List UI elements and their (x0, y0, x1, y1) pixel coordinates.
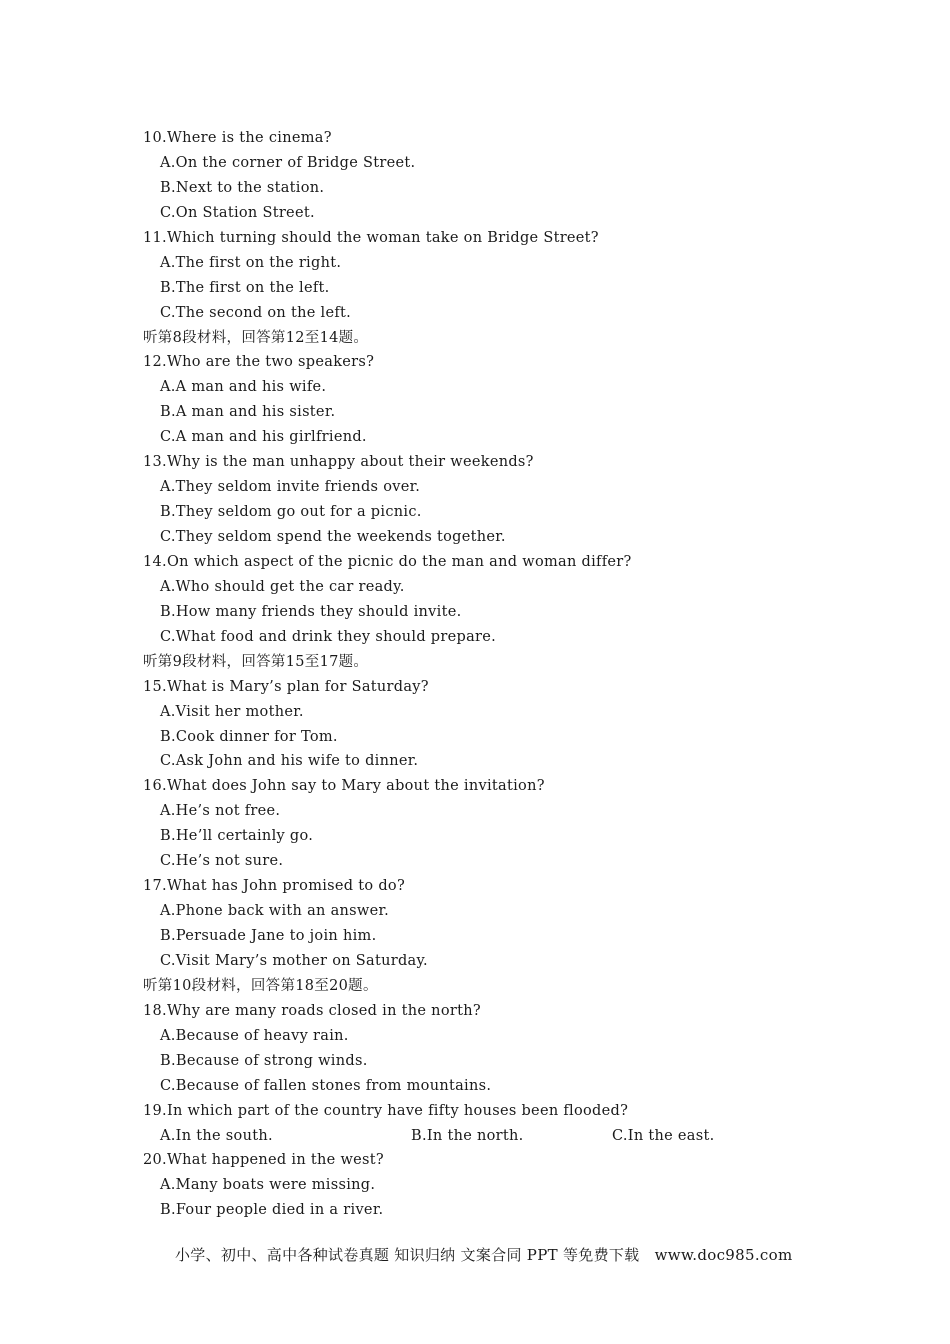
question-text: 12.Who are the two speakers? (143, 354, 375, 371)
question-text: 17.What has John promised to do? (143, 878, 406, 895)
question-list (143, 126, 843, 1124)
answer-option: A.Visit her mother. (160, 703, 304, 720)
q19-option-c: C.In the east. (612, 1127, 715, 1144)
answer-option: A.Many boats were missing. (160, 1177, 376, 1194)
q19-option-b: B.In the north. (411, 1127, 524, 1144)
answer-option: A.He’s not free. (160, 803, 281, 820)
page-footer: 小学、初中、高中各种试卷真题 知识归纳 文案合同 PPT 等免费下载 www.doc985.com (175, 1246, 793, 1264)
question-text: 20.What happened in the west? (143, 1152, 384, 1169)
answer-option: B.Because of strong winds. (160, 1052, 368, 1069)
answer-option: B.They seldom go out for a picnic. (160, 504, 422, 521)
answer-option: C.Ask John and his wife to dinner. (160, 753, 419, 770)
answer-option: C.Visit Mary’s mother on Saturday. (160, 952, 428, 969)
question-text: 11.Which turning should the woman take on Bridge Street? (143, 229, 599, 246)
answer-option: B.The first on the left. (160, 279, 330, 296)
answer-option: C.What food and drink they should prepare. (160, 628, 497, 645)
answer-option: A.Because of heavy rain. (160, 1027, 349, 1044)
q19-options-row (143, 1124, 843, 1149)
answer-option: C.He’s not sure. (160, 853, 284, 870)
answer-option: C.A man and his girlfriend. (160, 429, 367, 446)
answer-option: B.Next to the station. (160, 179, 325, 196)
answer-option: C.Because of fallen stones from mountains. (160, 1077, 492, 1094)
answer-option: A.A man and his wife. (160, 379, 327, 396)
question-text: 19.In which part of the country have fifty houses been flooded? (143, 1102, 629, 1119)
answer-option: B.A man and his sister. (160, 404, 336, 421)
answer-option: A.Who should get the car ready. (160, 578, 405, 595)
answer-option: A.They seldom invite friends over. (160, 479, 421, 496)
answer-option: B.How many friends they should invite. (160, 603, 462, 620)
answer-option: C.The second on the left. (160, 304, 352, 321)
answer-option: C.They seldom spend the weekends together. (160, 529, 506, 545)
answer-option: C.On Station Street. (160, 204, 315, 221)
section-heading: 听第10段材料，回答第18至20题。 (143, 977, 378, 994)
question-text: 16.What does John say to Mary about the invitation? (143, 778, 545, 795)
question-text: 10.Where is the cinema? (143, 130, 332, 146)
answer-option: B.Persuade Jane to join him. (160, 928, 377, 944)
question-text: 18.Why are many roads closed in the north? (143, 1002, 481, 1019)
question-text: 15.What is Mary’s plan for Saturday? (143, 678, 429, 695)
section-heading: 听第9段材料，回答第15至17题。 (143, 653, 369, 670)
answer-option: A.The first on the right. (160, 254, 342, 271)
question-list-tail (143, 1148, 843, 1223)
question-text: 14.On which aspect of the picnic do the man and woman differ? (143, 553, 632, 570)
section-heading: 听第8段材料，回答第12至14题。 (143, 329, 369, 346)
exam-content (143, 126, 843, 1223)
answer-option: A.Phone back with an answer. (160, 903, 390, 920)
q19-option-a: A.In the south. (160, 1127, 273, 1144)
answer-option: A.On the corner of Bridge Street. (160, 154, 416, 171)
question-text: 13.Why is the man unhappy about their weekends? (143, 454, 534, 471)
answer-option: B.He’ll certainly go. (160, 828, 314, 845)
answer-option: B.Four people died in a river. (160, 1202, 384, 1219)
answer-option: B.Cook dinner for Tom. (160, 728, 338, 745)
